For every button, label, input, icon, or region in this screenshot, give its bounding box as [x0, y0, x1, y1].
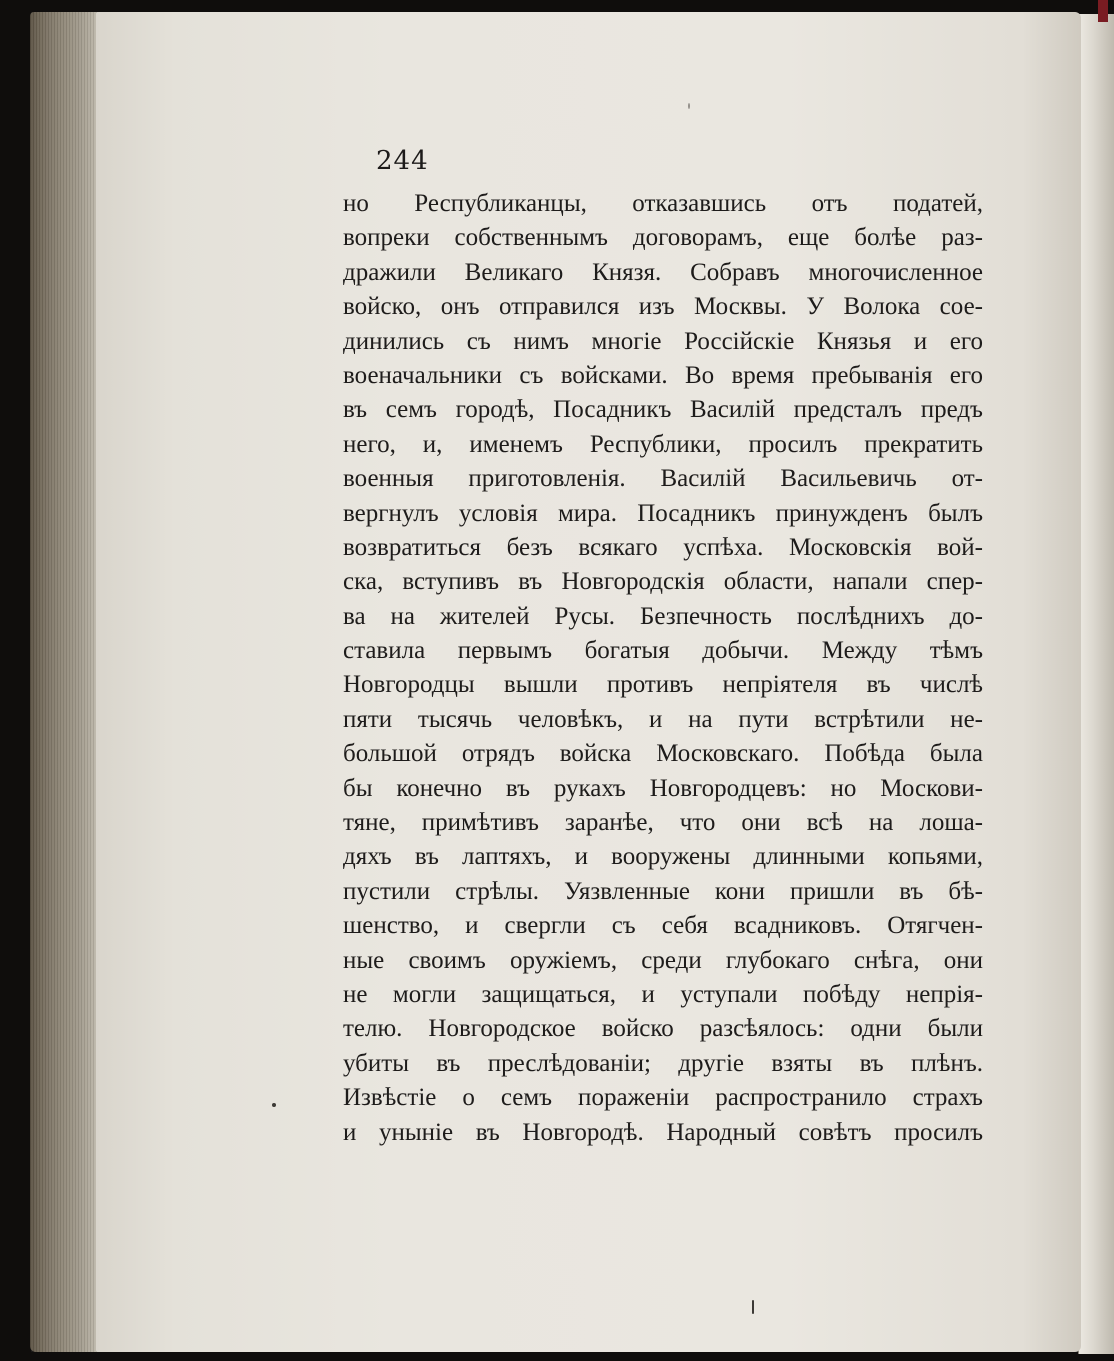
paper-speck [752, 1300, 754, 1314]
text-line: тяне, примѣтивъ заранѣе, что они всѣ на лоша- [343, 809, 983, 837]
text-line: Извѣстіе о семъ пораженіи распространило страхъ [343, 1084, 983, 1112]
text-line: ва на жителей Русы. Безпечность послѣднихъ до- [343, 602, 983, 630]
text-line: бы конечно въ рукахъ Новгородцевъ: но Москови- [343, 774, 983, 802]
text-line: военачальники съ войсками. Во время пребыванія его [343, 361, 983, 389]
text-line: телю. Новгородское войско разсѣялось: одни были [343, 1015, 983, 1043]
text-line: войско, онъ отправился изъ Москвы. У Волока сое- [343, 293, 983, 321]
text-line: шенство, и свергли съ себя всадниковъ. Отягчен- [343, 912, 983, 940]
text-line: вергнулъ условія мира. Посадникъ принужденъ былъ [343, 499, 983, 527]
text-line: динились съ нимъ многіе Россійскіе Князья и его [343, 327, 983, 355]
facing-page-edge [1078, 14, 1114, 1354]
text-line: пустили стрѣлы. Уязвленные кони пришли въ бѣ- [343, 877, 983, 905]
text-line: дражили Великаго Князя. Собравъ многочисленное [343, 258, 983, 286]
bookmark-ribbon [1098, 0, 1108, 22]
page-edges [30, 12, 102, 1352]
text-line: дяхъ въ лаптяхъ, и вооружены длинными копьями, [343, 843, 983, 871]
paper-speck [688, 103, 690, 109]
text-line: но Республиканцы, отказавшись отъ податей, [343, 190, 983, 217]
text-line: пяти тысячь человѣкъ, и на пути встрѣтили не- [343, 705, 983, 733]
body-text [343, 187, 983, 1150]
text-line: ставила первымъ богатыя добычи. Между тѣмъ [343, 637, 983, 665]
text-line: ска, вступивъ въ Новгородскія области, напали спер- [343, 568, 983, 596]
text-line: въ семъ городѣ, Посадникъ Василій предсталъ предъ [343, 396, 983, 424]
text-line: убиты въ преслѣдованіи; другіе взяты въ плѣнъ. [343, 1049, 983, 1077]
text-line: и уныніе въ Новгородѣ. Народный совѣтъ просилъ [343, 1118, 983, 1146]
text-line: не могли защищаться, и уступали побѣду непрія- [343, 980, 983, 1008]
text-line: большой отрядъ войска Московскаго. Побѣда была [343, 740, 983, 768]
text-line: вопреки собственнымъ договорамъ, еще болѣе раз- [343, 224, 983, 252]
page-number: 244 [376, 146, 429, 176]
paper-speck [272, 1103, 276, 1107]
text-line: ные своимъ оружіемъ, среди глубокаго снѣга, они [343, 946, 983, 974]
text-line: возвратиться безъ всякаго успѣха. Московскія вой- [343, 533, 983, 561]
text-line: военныя приготовленія. Василій Васильевичь от- [343, 465, 983, 493]
text-line: него, и, именемъ Республики, просилъ прекратить [343, 430, 983, 458]
text-line: Новгородцы вышли противъ непріятеля въ числѣ [343, 671, 983, 699]
